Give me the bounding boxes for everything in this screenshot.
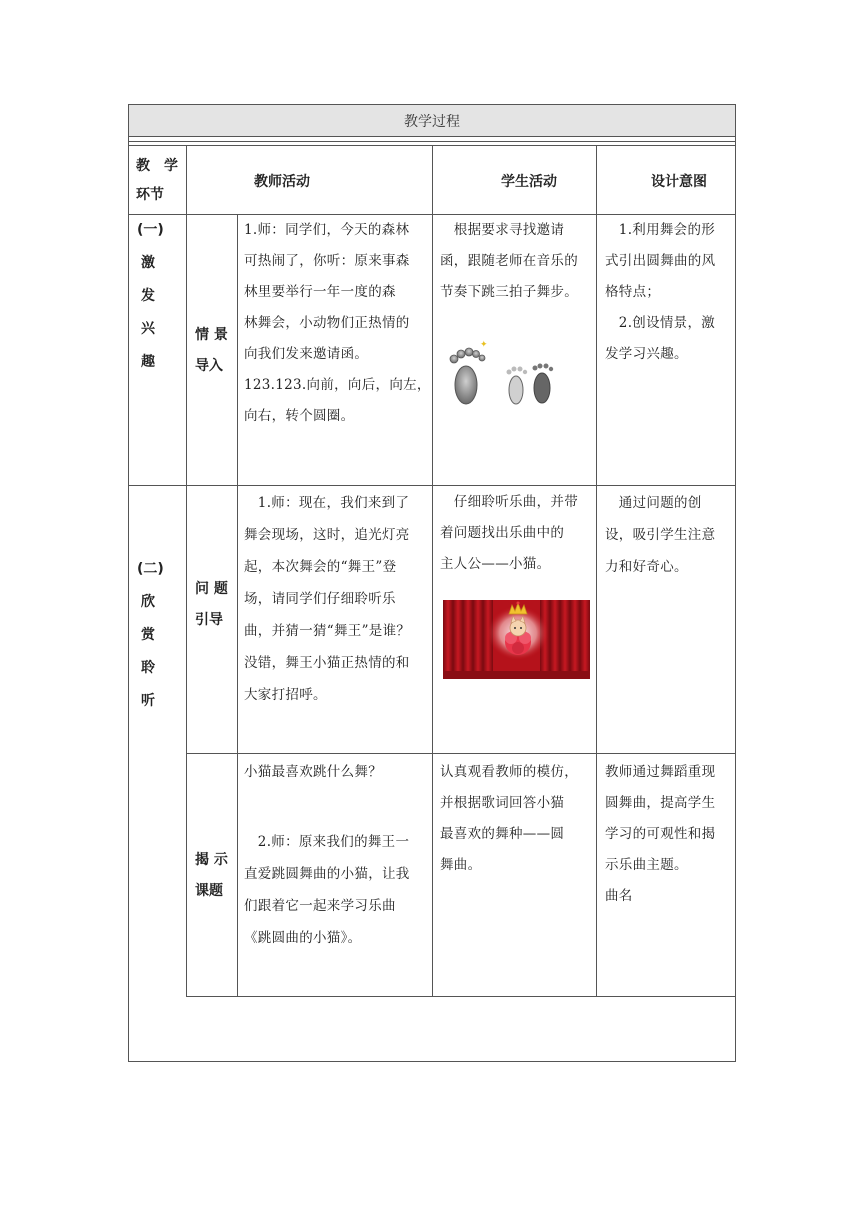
section2-stage-1: 欣: [141, 594, 155, 610]
section2-row2-sub: [195, 845, 228, 907]
header-stage-line1: 教 学: [136, 158, 178, 174]
s1-teacher-2: 林里要举行一年一度的森: [244, 284, 396, 300]
section2-row2-teacher: [244, 826, 410, 954]
stage-floor: [443, 671, 590, 679]
s1-intent-4: 发学习兴趣。: [605, 346, 688, 362]
section1-stage-0: (一): [137, 222, 164, 238]
s1-intent-1: 式引出圆舞曲的风: [605, 253, 716, 269]
title-double-line: [128, 141, 736, 142]
cat-king-stage-image: [443, 600, 590, 679]
col-line-teacher: [432, 145, 433, 997]
s2r1-sub-line1: 问 题: [195, 581, 228, 597]
s2r1-teacher-5: 没错，舞王小猫正热情的和: [244, 655, 410, 671]
header-stage: [136, 154, 182, 208]
s1-teacher-6: 向右，转个圆圈。: [244, 408, 355, 424]
section2-row1-intent: [605, 487, 715, 583]
s1-teacher-5: 123.123.向前，向后，向左，: [244, 377, 431, 393]
s1-student-0: 根据要求寻找邀请: [440, 222, 565, 238]
s1-teacher-3: 林舞会，小动物们正热情的: [244, 315, 410, 331]
s2r1-teacher-3: 场，请同学们仔细聆听乐: [244, 591, 396, 607]
s2r2-intent-1: 圆舞曲，提高学生: [605, 795, 716, 811]
s1-teacher-1: 可热闹了，你听：原来事森: [244, 253, 410, 269]
section1-stage-1: 激: [141, 255, 155, 271]
s1-student-2: 节奏下跳三拍子舞步。: [440, 284, 578, 300]
table-right-border: [735, 137, 736, 1062]
section2-row2-teacher-top: 小猫最喜欢跳什么舞？: [244, 764, 382, 780]
footprint-small-left-icon: [507, 367, 528, 405]
section2-stage: [137, 553, 164, 718]
s2r1-sub-line2: 引导: [195, 612, 223, 628]
section1-stage-2: 发: [141, 288, 155, 304]
s2r2-intent-3: 示乐曲主题。: [605, 857, 688, 873]
section2-bottom-line: [186, 996, 736, 997]
s2r2-student-3: 舞曲。: [440, 857, 482, 873]
s2r1-teacher-6: 大家打招呼。: [244, 687, 327, 703]
col-line-sub: [237, 214, 238, 997]
section1-teacher: [244, 215, 431, 432]
section1-stage-3: 兴: [141, 321, 155, 337]
s2r1-teacher-1: 舞会现场，这时，追光灯亮: [244, 527, 410, 543]
sparkle-icon: ✦: [480, 340, 488, 350]
section1-sub: [195, 320, 228, 382]
section2-row1-sub: [195, 574, 228, 636]
header-student: 学生活动: [501, 174, 557, 190]
s2r2-teacher-2: 们跟着它一起来学习乐曲: [244, 898, 396, 914]
s2r1-teacher-2: 起，本次舞会的“舞王”登: [244, 559, 397, 575]
section1-sub-line1: 情 景: [195, 327, 228, 343]
s2r1-student-0: 仔细聆听乐曲，并带: [440, 494, 578, 510]
header-teacher: 教师活动: [254, 174, 310, 190]
section2-row1-student: [440, 487, 578, 580]
s2r2-student-2: 最喜欢的舞种——圆: [440, 826, 565, 842]
s2r1-intent-1: 设，吸引学生注意: [605, 527, 716, 543]
s1-intent-3: 2.创设情景，激: [605, 315, 716, 331]
col-line-student: [596, 145, 597, 997]
section1-intent: [605, 215, 715, 370]
section1-stage-4: 趣: [141, 354, 155, 370]
row-divider: [186, 753, 736, 754]
s2r2-teacher-1: 直爱跳圆舞曲的小猫，让我: [244, 866, 410, 882]
s1-student-1: 函，跟随老师在音乐的: [440, 253, 578, 269]
table-title-text: 教学过程: [404, 113, 460, 130]
s1-intent-0: 1.利用舞会的形: [605, 222, 716, 238]
section2-row2-intent: [605, 757, 715, 912]
footprint-large-icon: [450, 348, 485, 404]
table-title: [128, 104, 736, 137]
s2r1-intent-0: 通过问题的创: [605, 495, 702, 511]
s2r2-sub-line1: 揭 示: [195, 852, 228, 868]
table-bottom-border: [128, 1061, 736, 1062]
section2-row1-teacher: [244, 487, 410, 711]
s2r2-sub-line2: 课题: [195, 883, 223, 899]
s2r2-teacher-0: 2.师：原来我们的舞王一: [244, 834, 410, 850]
footprints-image: [444, 338, 564, 413]
section2-stage-4: 听: [141, 693, 155, 709]
section2-stage-0: (二): [137, 561, 164, 577]
section2-stage-2: 赏: [141, 627, 155, 643]
s2r2-teacher-3: 《跳圆曲的小猫》。: [244, 930, 362, 946]
section1-student: [440, 215, 578, 308]
s2r1-student-1: 着问题找出乐曲中的: [440, 525, 565, 541]
section2-stage-3: 聆: [141, 660, 155, 676]
s2r2-student-1: 并根据歌词回答小猫: [440, 795, 565, 811]
s2r1-student-2: 主人公——小猫。: [440, 556, 551, 572]
col-line-stage: [186, 145, 187, 997]
section1-stage: [137, 214, 164, 379]
s2r2-student-0: 认真观看教师的模仿，: [440, 764, 578, 780]
s2r2-intent-2: 学习的可观性和揭: [605, 826, 716, 842]
s2r2-intent-4: 曲名: [605, 888, 633, 904]
s1-teacher-0: 1.师：同学们，今天的森林: [244, 222, 410, 238]
header-intent: 设计意图: [651, 174, 707, 190]
s1-intent-2: 格特点；: [605, 284, 661, 300]
s2r2-intent-0: 教师通过舞蹈重现: [605, 764, 716, 780]
s1-teacher-4: 向我们发来邀请函。: [244, 346, 369, 362]
s2r1-teacher-4: 曲，并猜一猜“舞王”是谁？: [244, 623, 411, 639]
footprint-small-right-icon: [533, 364, 554, 404]
s2r1-intent-2: 力和好奇心。: [605, 559, 688, 575]
section1-sub-line2: 导入: [195, 358, 223, 374]
table-left-border: [128, 137, 129, 1062]
section2-row2-student: [440, 757, 578, 881]
s2r1-teacher-0: 1.师：现在，我们来到了: [244, 495, 410, 511]
header-stage-line2: 环节: [136, 187, 164, 203]
